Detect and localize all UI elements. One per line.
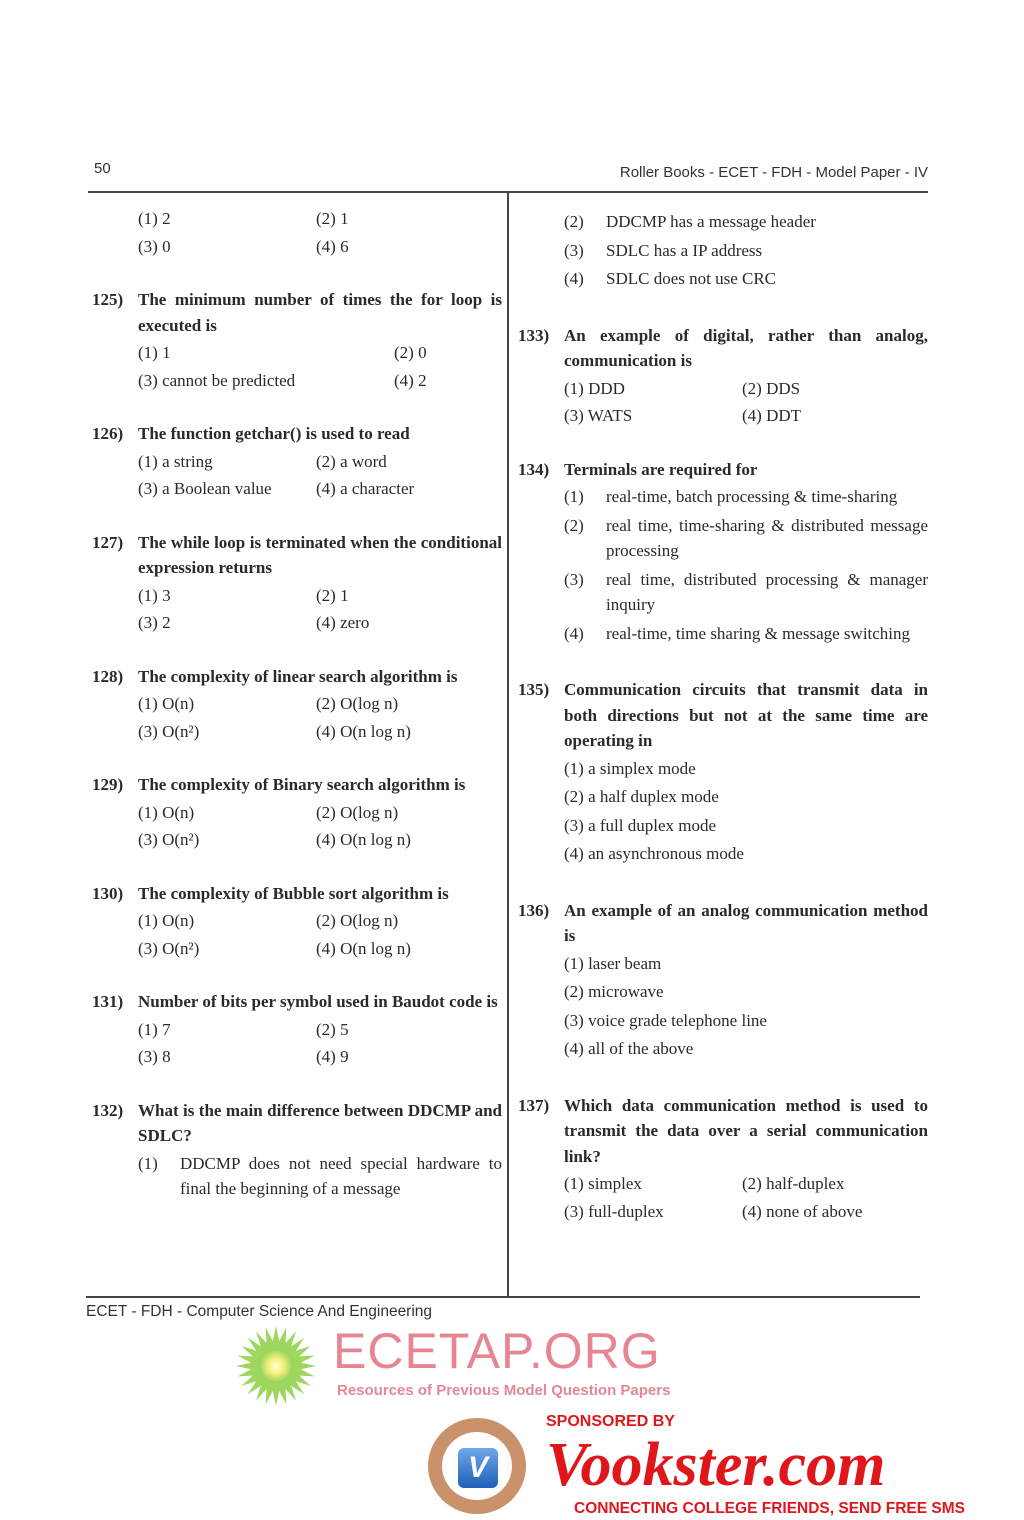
option-text: 0 [418, 343, 427, 362]
option-text: all of the above [588, 1039, 694, 1058]
answer-option [564, 403, 742, 429]
question-number: 136) [518, 900, 550, 920]
answer-option [316, 908, 502, 934]
question-block [518, 207, 928, 295]
answer-option [742, 1199, 928, 1225]
option-text: O(n²) [162, 830, 200, 849]
answer-option [564, 1171, 742, 1197]
option-number: (2) [742, 1174, 762, 1193]
answer-option [138, 1017, 316, 1043]
option-text: a Boolean value [162, 479, 272, 498]
question-block [92, 530, 502, 636]
option-number: (1) [564, 1174, 584, 1193]
option-text: O(n log n) [340, 938, 411, 958]
option-text: zero [340, 613, 370, 632]
option-number: (4) [316, 613, 336, 632]
option-text: a word [340, 451, 387, 471]
option-number: (4) [742, 406, 762, 425]
sponsor-brand[interactable]: Vookster.com [546, 1431, 886, 1499]
answer-option [316, 234, 502, 260]
option-number: (3) [138, 613, 158, 632]
option-text: an asynchronous mode [588, 844, 744, 863]
option-number: (3) [564, 1201, 584, 1221]
answer-option [394, 368, 502, 394]
footer-text: ECET - FDH - Computer Science And Engineering [86, 1303, 433, 1320]
answer-option [138, 1151, 502, 1202]
answer-option [138, 340, 394, 366]
option-text: O(n) [162, 911, 195, 930]
answer-option [316, 1017, 502, 1043]
question-block [92, 772, 502, 853]
option-number: (4) [316, 830, 336, 849]
option-text: O(log n) [340, 694, 399, 713]
answer-option [138, 476, 316, 502]
option-number: (3) [138, 1047, 158, 1066]
question-number: 137) [518, 1095, 550, 1115]
option-text: a half duplex mode [588, 787, 719, 806]
option-text: full-duplex [588, 1201, 664, 1221]
option-number: (3) [564, 1010, 584, 1030]
option-number: (3) [138, 830, 158, 849]
answer-option [138, 1044, 316, 1070]
option-number: (1) [564, 487, 584, 506]
question-block [92, 204, 502, 259]
running-header-title: Roller Books - ECET - FDH - Model Paper - IV [619, 164, 928, 181]
answer-option [316, 610, 502, 636]
option-number: (3) [138, 236, 158, 256]
option-number: (2) [394, 343, 414, 362]
option-number: (3) [564, 406, 584, 425]
right-column [518, 207, 928, 1252]
option-text: O(n log n) [340, 721, 411, 741]
answer-option [138, 936, 316, 962]
option-text: a string [162, 451, 213, 471]
option-text: SDLC does not use CRC [606, 269, 777, 288]
sponsor-logo [424, 1414, 534, 1518]
option-number: (3) [564, 240, 584, 260]
option-number: (1) [564, 953, 584, 973]
question-number: 133) [518, 325, 550, 345]
answer-option [564, 1036, 928, 1062]
question-number: 131) [92, 992, 124, 1011]
answer-option [564, 951, 928, 977]
answer-option [564, 513, 928, 564]
question-number: 128) [92, 666, 124, 686]
option-number: (4) [564, 623, 584, 643]
question-block [518, 898, 928, 1065]
answer-option [742, 1171, 928, 1197]
answer-option [138, 206, 316, 232]
watermark-subtitle: Resources of Previous Model Question Papers [337, 1382, 671, 1399]
answer-option [316, 800, 502, 826]
answer-option [564, 266, 928, 292]
option-number: (1) [138, 451, 158, 471]
option-text: DDCMP does not need special hardware to final the beginning of a message [180, 1153, 502, 1198]
answer-option [564, 1008, 928, 1034]
question-number: 130) [92, 883, 124, 903]
option-number: (4) [316, 1047, 336, 1066]
question-block [518, 457, 928, 650]
column-divider [507, 192, 509, 1296]
option-text: WATS [587, 406, 633, 425]
question-block [92, 287, 502, 393]
option-text: 6 [340, 236, 349, 256]
option-text: a full duplex mode [588, 815, 717, 835]
answer-option [138, 368, 394, 394]
answer-option [564, 621, 928, 647]
answer-option [316, 476, 502, 502]
option-text: 2 [418, 370, 427, 390]
option-number: (2) [564, 787, 584, 806]
question-text: Terminals are required for [564, 459, 758, 479]
option-text: cannot be predicted [162, 370, 296, 390]
answer-option [316, 936, 502, 962]
option-text: 5 [340, 1019, 349, 1039]
option-number: (2) [316, 209, 336, 228]
page-number: 50 [94, 160, 111, 177]
option-text: real time, time-sharing & distributed message processing [606, 515, 928, 560]
answer-option [564, 376, 742, 402]
question-number: 129) [92, 775, 124, 794]
vookster-v-icon: V [458, 1448, 498, 1488]
question-block [518, 1093, 928, 1225]
option-text: O(n²) [162, 721, 200, 741]
answer-option [138, 908, 316, 934]
option-number: (2) [316, 694, 336, 713]
option-number: (3) [564, 569, 584, 589]
footer-rule [86, 1296, 920, 1298]
option-number: (4) [564, 844, 584, 863]
option-text: none of above [766, 1201, 863, 1221]
option-text: half-duplex [766, 1174, 845, 1193]
question-number: 127) [92, 532, 124, 552]
answer-option [564, 238, 928, 264]
option-number: (1) [564, 758, 584, 778]
watermark-title: ECETAP.ORG [333, 1323, 661, 1379]
option-text: 0 [162, 236, 171, 256]
option-number: (2) [316, 585, 336, 605]
answer-option [316, 206, 502, 232]
option-text: laser beam [588, 953, 662, 973]
option-text: DDT [766, 406, 802, 425]
question-text: An example of digital, rather than analog, communication is [564, 325, 928, 370]
option-text: DDCMP has a message header [606, 212, 816, 231]
option-number: (2) [742, 378, 762, 398]
question-text: An example of an analog communication method is [564, 900, 928, 945]
answer-option [138, 234, 316, 260]
option-text: O(n) [162, 802, 195, 822]
answer-option [316, 691, 502, 717]
option-number: (3) [564, 815, 584, 835]
option-number: (4) [742, 1201, 762, 1221]
option-number: (2) [564, 982, 584, 1001]
answer-option [138, 610, 316, 636]
question-block [92, 989, 502, 1070]
option-text: 1 [340, 585, 349, 605]
option-text: DDD [588, 378, 625, 398]
option-number: (1) [138, 1019, 158, 1039]
option-number: (4) [564, 1039, 584, 1058]
option-text: DDS [766, 378, 801, 398]
option-text: 9 [340, 1047, 349, 1066]
option-text: O(n log n) [340, 830, 411, 849]
option-text: 1 [162, 343, 171, 362]
answer-option [138, 800, 316, 826]
option-number: (1) [564, 378, 584, 398]
question-block [92, 421, 502, 502]
answer-option [564, 484, 928, 510]
option-number: (4) [316, 479, 336, 498]
answer-option [138, 449, 316, 475]
answer-option [742, 376, 928, 402]
answer-option [138, 719, 316, 745]
option-number: (2) [564, 212, 584, 231]
answer-option [564, 813, 928, 839]
option-text: simplex [588, 1174, 642, 1193]
option-number: (3) [138, 370, 158, 390]
option-number: (1) [138, 209, 158, 228]
answer-option [564, 1199, 742, 1225]
option-text: 2 [162, 209, 171, 228]
option-text: O(log n) [340, 802, 399, 822]
answer-option [316, 583, 502, 609]
option-number: (1) [138, 694, 158, 713]
option-number: (4) [394, 370, 414, 390]
answer-option [564, 567, 928, 618]
sunburst-logo-icon [236, 1326, 316, 1406]
answer-option [138, 827, 316, 853]
option-text: real-time, batch processing & time-sharing [606, 487, 898, 506]
option-number: (3) [138, 721, 158, 741]
option-text: SDLC has a IP address [606, 240, 763, 260]
sponsored-by-label: SPONSORED BY [546, 1413, 675, 1430]
answer-option [564, 979, 928, 1005]
question-text: Communication circuits that transmit data in both directions but not at the same time are operating in [564, 680, 928, 750]
question-text: The function getchar() is used to read [138, 424, 410, 443]
option-number: (1) [138, 585, 158, 605]
question-block [518, 323, 928, 429]
option-text: voice grade telephone line [588, 1010, 767, 1030]
option-number: (2) [316, 911, 336, 930]
option-text: a character [340, 479, 415, 498]
option-text: real time, distributed processing & manager inquiry [606, 569, 928, 614]
option-text: microwave [588, 982, 664, 1001]
question-number: 134) [518, 459, 550, 479]
answer-option [138, 691, 316, 717]
question-block [92, 1098, 502, 1205]
option-text: O(n²) [162, 938, 200, 958]
option-text: 3 [162, 585, 171, 605]
question-block [92, 881, 502, 962]
option-text: O(n) [162, 694, 195, 713]
option-number: (4) [316, 938, 336, 958]
question-text: The complexity of Binary search algorithm is [138, 775, 466, 794]
option-number: (4) [564, 269, 584, 288]
answer-option [394, 340, 502, 366]
option-text: real-time, time sharing & message switching [606, 623, 911, 643]
answer-option [316, 827, 502, 853]
option-number: (1) [138, 343, 158, 362]
question-number: 135) [518, 680, 550, 699]
answer-option [138, 583, 316, 609]
answer-option [564, 841, 928, 867]
answer-option [316, 719, 502, 745]
option-number: (2) [564, 515, 584, 535]
option-number: (4) [316, 721, 336, 741]
option-text: a simplex mode [588, 758, 696, 778]
question-text: What is the main difference between DDCMP and SDLC? [138, 1100, 502, 1145]
question-number: 125) [92, 290, 124, 309]
option-text: 8 [162, 1047, 171, 1066]
question-text: The complexity of linear search algorithm is [138, 666, 458, 686]
sponsor-tagline: CONNECTING COLLEGE FRIENDS, SEND FREE SMS [574, 1500, 965, 1517]
answer-option [316, 449, 502, 475]
option-number: (1) [138, 911, 158, 930]
question-text: The while loop is terminated when the conditional expression returns [138, 532, 502, 577]
option-text: 7 [162, 1019, 171, 1039]
question-block [92, 664, 502, 745]
option-number: (1) [138, 802, 158, 822]
option-number: (1) [138, 1153, 158, 1173]
left-column [92, 204, 502, 1233]
question-block [518, 677, 928, 870]
option-text: O(log n) [340, 911, 399, 930]
option-number: (2) [316, 1019, 336, 1039]
answer-option [564, 784, 928, 810]
option-number: (3) [138, 938, 158, 958]
answer-option [316, 1044, 502, 1070]
answer-option [742, 403, 928, 429]
answer-option [564, 209, 928, 235]
option-number: (2) [316, 802, 336, 822]
question-text: The minimum number of times the for loop is executed is [138, 290, 502, 335]
option-number: (3) [138, 479, 158, 498]
question-number: 126) [92, 424, 124, 443]
option-number: (4) [316, 236, 336, 256]
question-text: Which data communication method is used to transmit the data over a serial communication link? [564, 1095, 928, 1166]
question-number: 132) [92, 1100, 124, 1120]
question-text: The complexity of Bubble sort algorithm is [138, 883, 449, 903]
question-text: Number of bits per symbol used in Baudot code is [138, 992, 498, 1011]
option-number: (2) [316, 451, 336, 471]
option-text: 2 [162, 613, 171, 632]
answer-option [564, 756, 928, 782]
option-text: 1 [340, 209, 349, 228]
